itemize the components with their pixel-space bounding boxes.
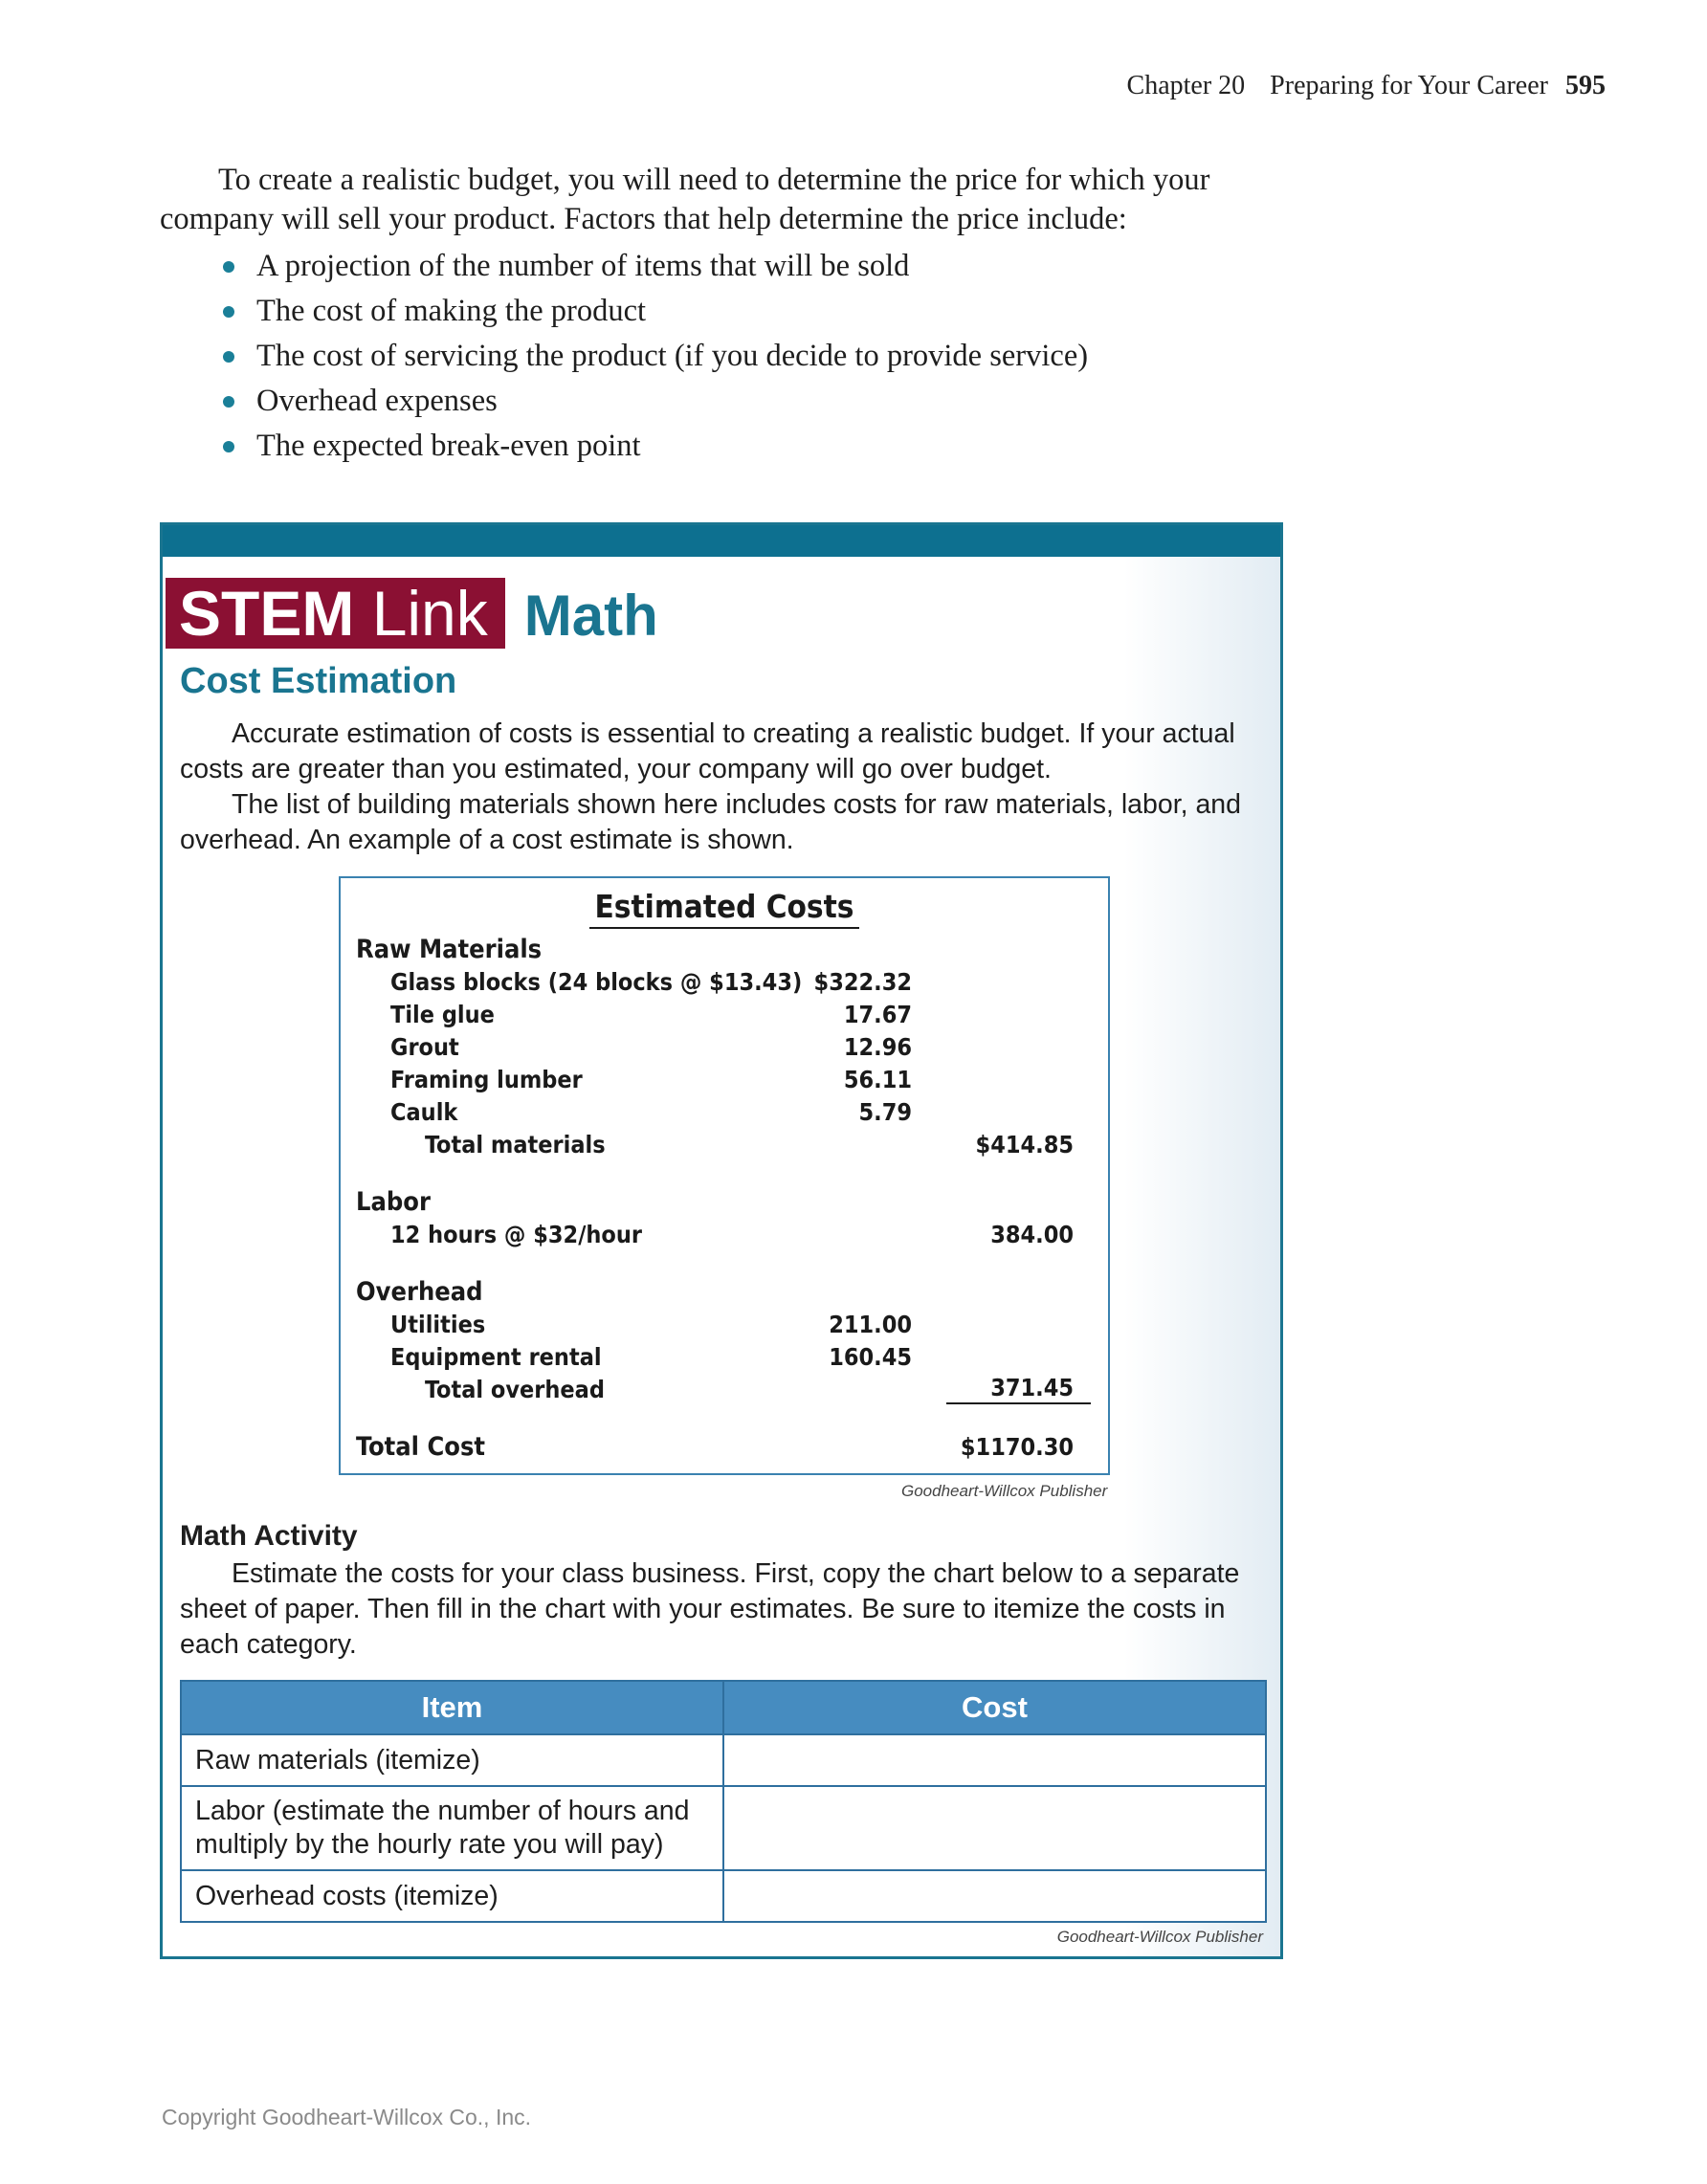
list-item-text: The cost of servicing the product (if you decide to provide service) [256,339,1089,373]
bullet-icon [223,351,234,363]
estimate-row-amount: 211.00 [829,1311,912,1338]
intro-paragraph: To create a realistic budget, you will need to determine the price for which your company will sell your product. Factors that help determine the price include: [160,163,1210,236]
total-cost-label: Total Cost [356,1432,486,1462]
estimate-row-amount: $322.32 [813,968,912,996]
estimate-row-label: Utilities [390,1311,486,1338]
factor-list [160,244,1289,469]
estimate-credit: Goodheart-Willcox Publisher [901,1482,1108,1500]
estimate-row [341,1096,1108,1129]
estimate-heading-labor [341,1186,1108,1219]
estimate-title [341,888,1108,925]
list-item [219,334,1289,379]
labor-amount: 384.00 [990,1221,1074,1248]
stem-title [166,578,658,649]
estimate-row [341,1309,1108,1341]
stem-link-box [160,522,1283,1959]
bullet-icon [223,396,234,408]
stem-top-bar [163,525,1280,557]
column-header-item: Item [181,1681,723,1734]
stem-badge-bold: STEM [179,578,355,649]
labor-heading: Labor [356,1187,431,1217]
cost-cell [723,1870,1266,1922]
list-item [219,379,1289,424]
stem-link-badge [166,578,505,649]
list-item [219,424,1289,469]
cost-cell [723,1734,1266,1786]
total-materials-label: Total materials [425,1131,606,1158]
activity-heading: Math Activity [180,1520,358,1552]
estimate-row-label: Tile glue [390,1001,495,1028]
activity-credit: Goodheart-Willcox Publisher [1056,1928,1263,1946]
copyright-footer: Copyright Goodheart-Willcox Co., Inc. [162,2105,532,2129]
list-item [219,244,1289,289]
chapter-title: Preparing for Your Career [1270,71,1548,100]
stem-body [180,717,1261,858]
table-row [181,1870,1266,1922]
estimate-row-amount: 12.96 [843,1033,912,1061]
list-item-text: The expected break-even point [256,429,641,463]
total-materials-amount: $414.85 [975,1131,1074,1158]
estimate-row-amount: 160.45 [829,1343,912,1371]
estimate-total-materials [341,1129,1108,1161]
estimate-row-label: Equipment rental [390,1343,602,1371]
estimate-row [341,1031,1108,1064]
estimate-total-cost [341,1431,1108,1464]
total-overhead-label: Total overhead [425,1376,605,1403]
list-item-text: The cost of making the product [256,294,647,328]
stem-badge-light: Link [371,578,488,649]
estimate-row-label: Glass blocks (24 blocks @ $13.43) [390,968,803,996]
bullet-icon [223,441,234,452]
list-item-text: A projection of the number of items that will be sold [256,249,910,283]
estimate-heading-overhead [341,1276,1108,1309]
estimated-costs-card [339,876,1110,1475]
estimate-row-amount: 5.79 [858,1098,912,1126]
total-overhead-amount: 371.45 [946,1374,1091,1404]
column-header-cost: Cost [723,1681,1266,1734]
estimate-heading-raw [341,934,1108,966]
page-number: 595 [1565,71,1606,100]
stem-paragraph: Accurate estimation of costs is essential to creating a realistic budget. If your actual costs are greater than you estimated, your company will go over budget. [180,718,1235,784]
item-cell: Raw materials (itemize) [181,1734,723,1786]
estimate-total-overhead [341,1374,1108,1406]
activity-table [180,1680,1267,1923]
stem-paragraph: The list of building materials shown here includes costs for raw materials, labor, and overhead. An example of a cost estimate is shown. [180,789,1242,855]
list-item-text: Overhead expenses [256,384,498,418]
estimate-row-label: Caulk [390,1098,458,1126]
table-row [181,1734,1266,1786]
bullet-icon [223,261,234,273]
labor-label: 12 hours @ $32/hour [390,1221,642,1248]
bullet-icon [223,306,234,318]
running-head [1127,71,1606,101]
cost-cell [723,1786,1266,1870]
overhead-heading: Overhead [356,1277,483,1307]
item-cell: Labor (estimate the number of hours and multiply by the hourly rate you will pay) [181,1786,723,1870]
item-cell: Overhead costs (itemize) [181,1870,723,1922]
estimate-row [341,966,1108,999]
estimate-row [341,1341,1108,1374]
estimate-title-text: Estimated Costs [589,888,860,929]
estimate-row-label: Grout [390,1033,459,1061]
estimate-row-label: Framing lumber [390,1066,583,1093]
stem-subject: Math [523,584,658,648]
intro-section [160,161,1289,469]
table-header-row [181,1681,1266,1734]
raw-materials-heading: Raw Materials [356,935,543,964]
estimate-row-amount: 56.11 [843,1066,912,1093]
estimate-labor-row [341,1219,1108,1251]
total-cost-amount: $1170.30 [960,1433,1074,1461]
list-item [219,289,1289,334]
estimate-row-amount: 17.67 [843,1001,912,1028]
estimate-row [341,999,1108,1031]
chapter-label: Chapter 20 [1126,71,1246,100]
activity-text: Estimate the costs for your class business. First, copy the chart below to a separate sheet of paper. Then fill in the chart with your estimates. Be sure to itemize the costs in each category. [180,1558,1240,1660]
table-row [181,1786,1266,1870]
estimate-row [341,1064,1108,1096]
stem-subtitle: Cost Estimation [180,661,457,701]
